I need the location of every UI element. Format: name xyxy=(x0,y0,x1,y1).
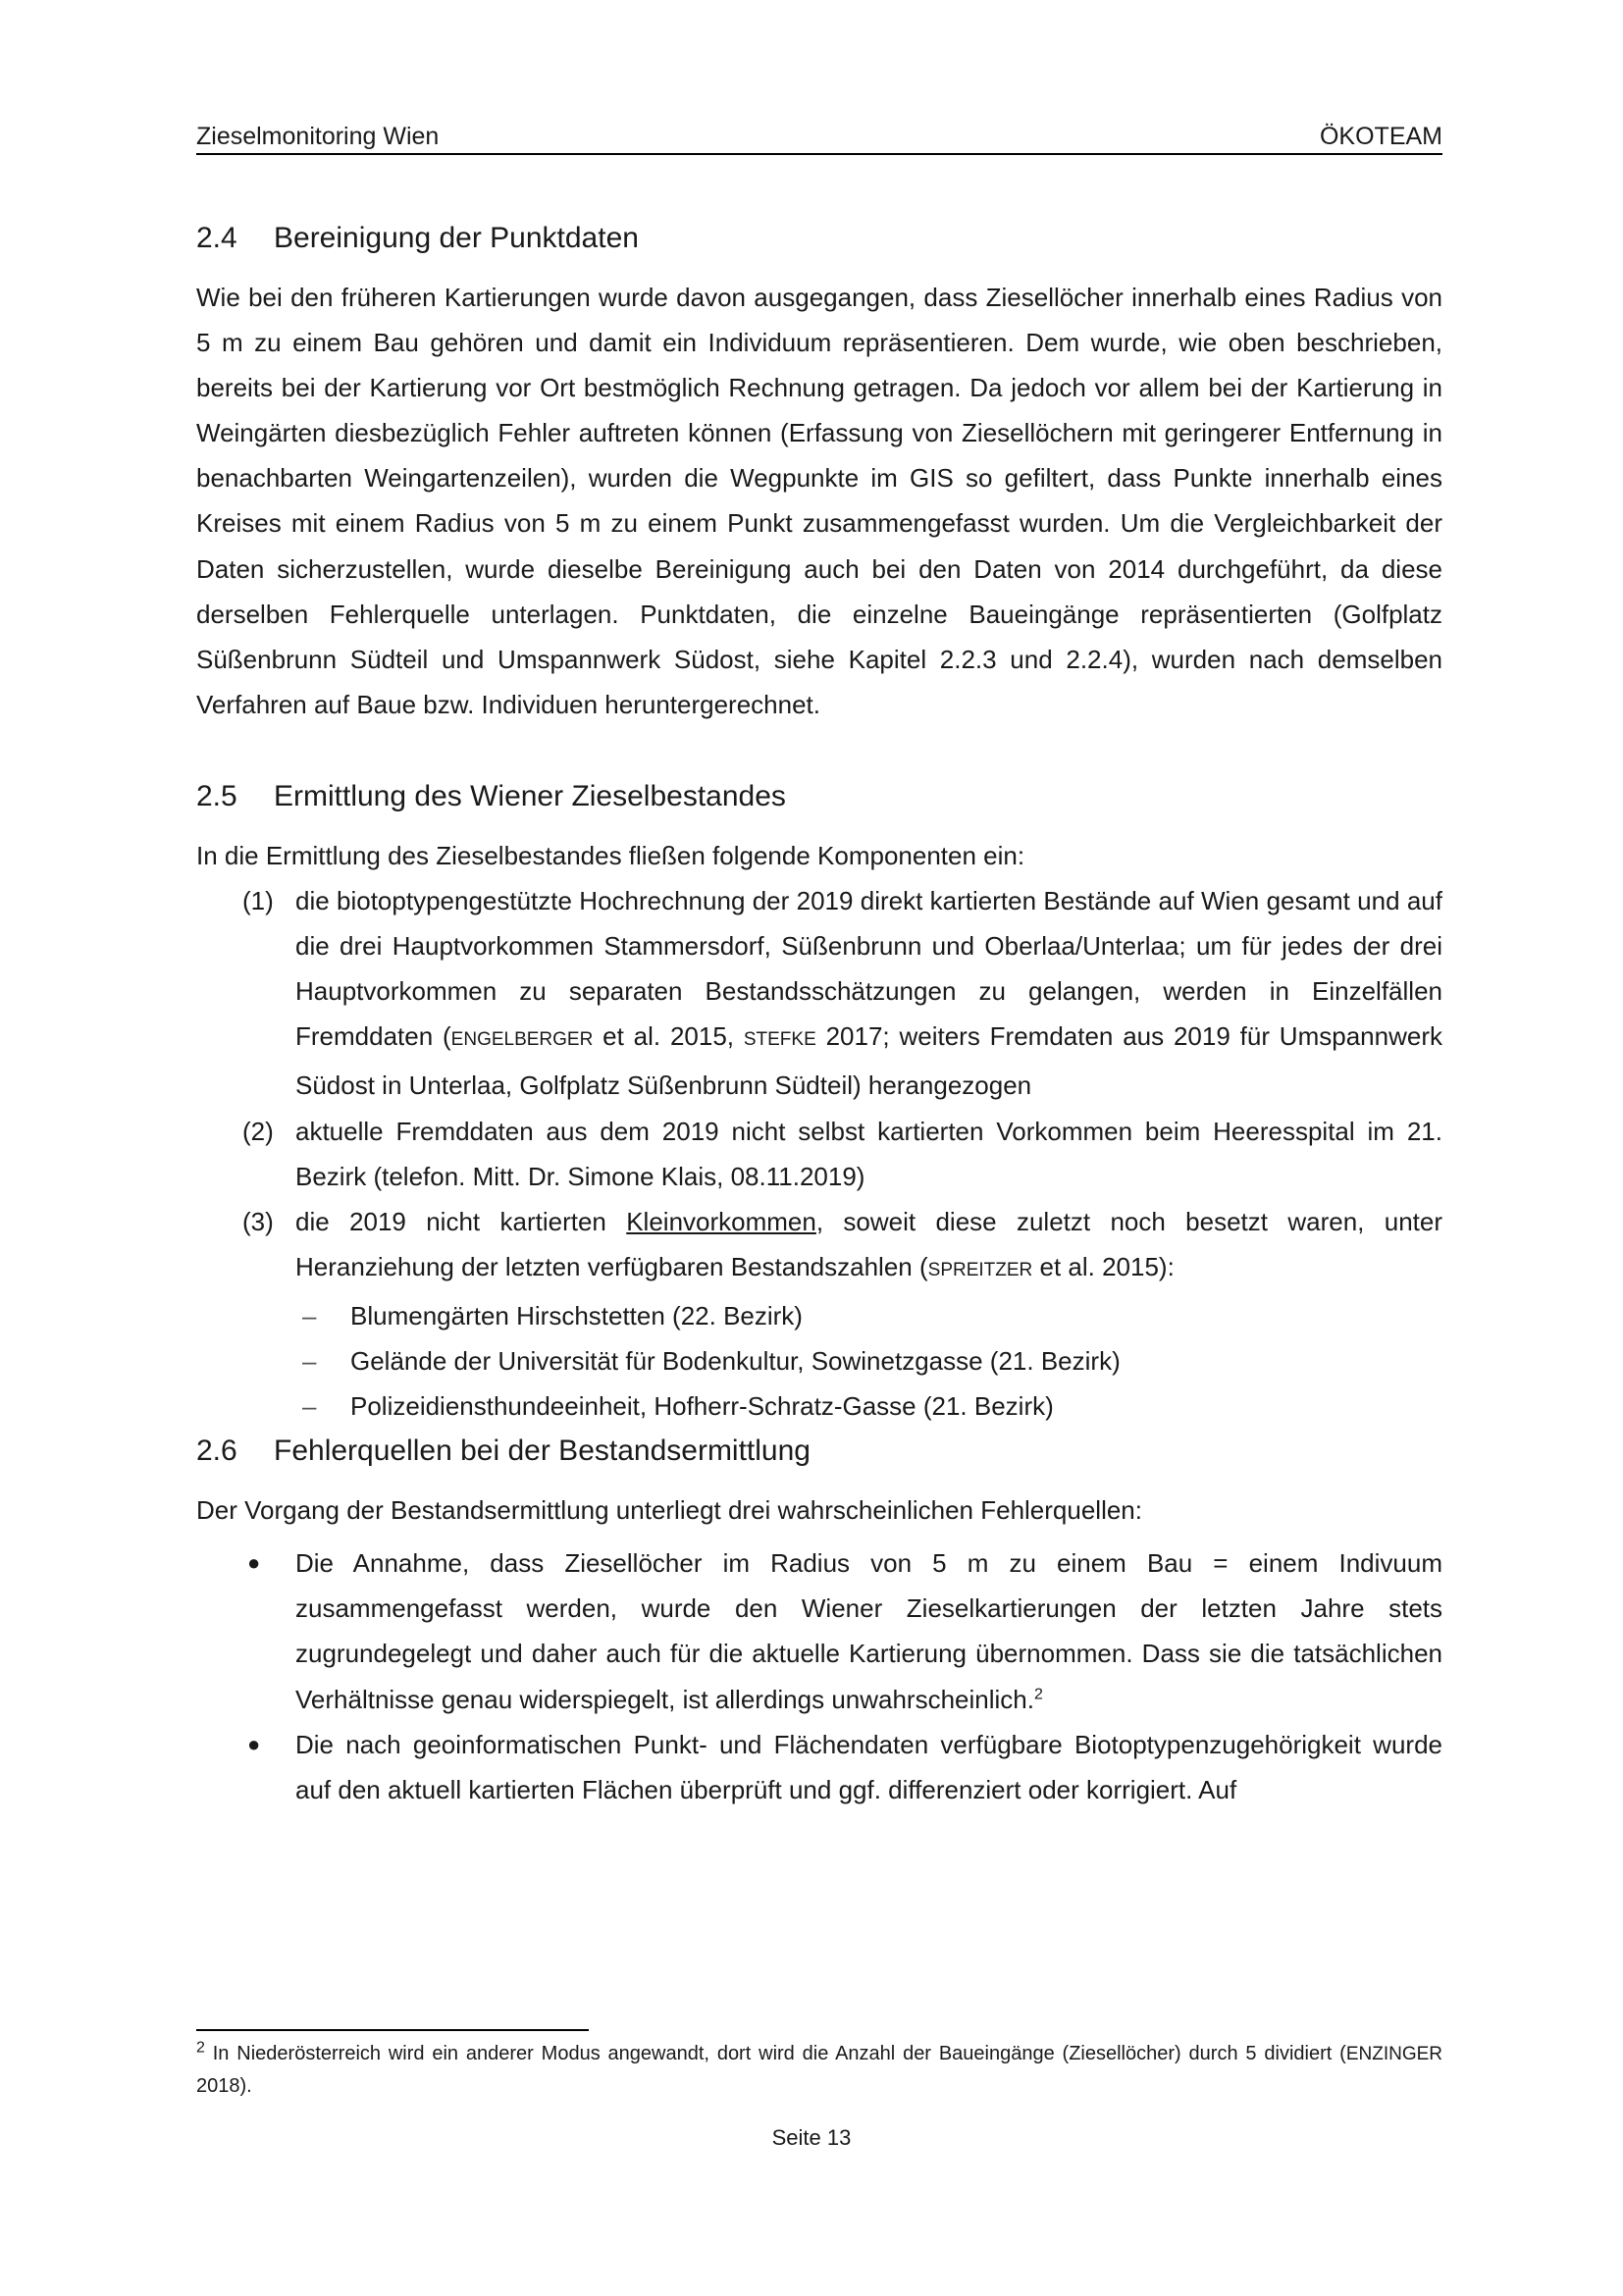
section-heading-2-6 xyxy=(196,1435,1442,1468)
paragraph-intro-components: In die Ermittlung des Zieselbestandes fließen folgende Komponenten ein: xyxy=(196,840,1025,870)
section-heading-2-5 xyxy=(196,780,1442,813)
list-marker: (3) xyxy=(242,1206,274,1236)
section-number: 2.4 xyxy=(196,222,237,254)
bullet-marker: ● xyxy=(247,1731,261,1756)
list-item: (2) aktuelle Fremddaten aus dem 2019 nicht selbst kartierten Vorkommen beim Heeresspital im 21. Bezirk (telefon. Mitt. Dr. Simone Klais, 08.11.2019) xyxy=(196,1109,1442,1199)
section-number: 2.6 xyxy=(196,1435,237,1468)
list-item: (1) die biotoptypengestützte Hochrechnung der 2019 direkt kartierten Bestände auf Wien gesamt und auf die drei Hauptvorkommen Stammersdorf, Süßenbrunn und Oberlaa/Unterlaa; um für jedes der drei Hauptvorkommen zu separaten Bestandsschätzungen zu gelangen, werden in Einzelfällen Fremddaten (ENGELBERGER et al. 2015, STEFKE 2017; weiters Fremdaten aus 2019 für Umspannwerk Südost in Unterlaa, Golfplatz Süßenbrunn Südteil) herangezogen xyxy=(196,878,1442,1108)
list-marker: (2) xyxy=(242,1116,274,1146)
page-number: Seite 13 xyxy=(771,2125,852,2150)
author-name: STEFKE xyxy=(743,1029,816,1051)
author-name: ENZINGER xyxy=(1345,2044,1442,2064)
author-name: SPREITZER xyxy=(927,1259,1033,1280)
small-occurrences-list xyxy=(196,1293,1442,1429)
bullet-marker: ● xyxy=(247,1550,261,1576)
header-title: Zieselmonitoring Wien xyxy=(196,123,440,150)
components-list xyxy=(196,878,1442,1293)
section-heading-2-4 xyxy=(196,222,1442,255)
list-item: – Blumengärten Hirschstetten (22. Bezirk) xyxy=(196,1293,1442,1338)
page-content xyxy=(196,222,1442,1812)
list-item: (3) die 2019 nicht kartierten Kleinvorkommen, soweit diese zuletzt noch besetzt waren, unter Heranziehung der letzten verfügbaren Bestandszahlen (SPREITZER et al. 2015): xyxy=(196,1199,1442,1293)
dash-marker: – xyxy=(302,1300,317,1331)
list-item: – Polizeidiensthundeeinheit, Hofherr-Schratz-Gasse (21. Bezirk) xyxy=(196,1383,1442,1429)
list-marker: (1) xyxy=(242,886,274,916)
underlined-term: Kleinvorkommen xyxy=(626,1206,816,1236)
footnote-number: 2 xyxy=(196,2039,205,2057)
page-header xyxy=(196,116,1442,155)
header-organization: ÖKOTEAM xyxy=(1319,123,1442,150)
section-number: 2.5 xyxy=(196,779,237,812)
section-title: Ermittlung des Wiener Zieselbestandes xyxy=(274,779,786,812)
list-item: ● Die nach geoinformatischen Punkt- und Flächendaten verfügbare Biotoptypenzugehörigkeit wurde auf den aktuell kartierten Flächen überprüft und ggf. differenziert oder korrigiert. Auf xyxy=(196,1722,1442,1812)
error-sources-list xyxy=(196,1540,1442,1812)
dash-marker: – xyxy=(302,1391,317,1422)
footnote: $^2$ In Niederösterreich wird ein anderer Modus angewandt, dort wird die Anzahl der Baueingänge (Ziesellöcher) durch 5 dividiert (ENZINGER 2018). xyxy=(196,2039,1442,2097)
footnote-reference[interactable]: 2 xyxy=(1033,1685,1043,1702)
paragraph-intro-errors: Der Vorgang der Bestandsermittlung unterliegt drei wahrscheinlichen Fehlerquellen: xyxy=(196,1495,1142,1526)
section-title: Bereinigung der Punktdaten xyxy=(274,222,639,254)
paragraph-bereinigung: Wie bei den früheren Kartierungen wurde davon ausgegangen, dass Ziesellöcher innerhalb eines Radius von 5 m zu einem Bau gehören und damit ein Individuum repräsentieren. Dem wurde, wie oben beschrieben, bereits bei der Kartierung vor Ort bestmöglich Rechnung getragen. Da jedoch vor allem bei der Kartierung in Weingärten diesbezüglich Fehler auftreten können (Erfassung von Ziesellöchern mit geringerer Entfernung in benachbarten Weingartenzeilen), wurden die Wegpunkte im GIS so gefiltert, dass Punkte innerhalb eines Kreises mit einem Radius von 5 m zu einem Punkt zusammengefasst wurden. Um die Vergleichbarkeit der Daten sicherzustellen, wurde dieselbe Bereinigung auch bei den Daten von 2014 durchgeführt, da diese derselben Fehlerquelle unterlagen. Punktdaten, die einzelne Baueingänge repräsentierten (Golfplatz Süßenbrunn Südteil und Umspannwerk Südost, siehe Kapitel 2.2.3 und 2.2.4), wurden nach demselben Verfahren auf Baue bzw. Individuen heruntergerechnet. xyxy=(196,283,1442,719)
footnote-separator xyxy=(196,2029,589,2031)
section-title: Fehlerquellen bei der Bestandsermittlung xyxy=(274,1435,811,1468)
author-name: ENGELBERGER xyxy=(450,1029,594,1051)
dash-marker: – xyxy=(302,1345,317,1376)
list-item: ● Die Annahme, dass Ziesellöcher im Radius von 5 m zu einem Bau = einem Indivuum zusammengefasst werden, wurde den Wiener Zieselkartierungen der letzten Jahre stets zugrundegelegt und daher auch für die aktuelle Kartierung übernommen. Dass sie die tatsächlichen Verhältnisse genau widerspiegelt, ist allerdings unwahrscheinlich.$^2$ xyxy=(196,1540,1442,1721)
list-item: – Gelände der Universität für Bodenkultur, Sowinetzgasse (21. Bezirk) xyxy=(196,1338,1442,1383)
